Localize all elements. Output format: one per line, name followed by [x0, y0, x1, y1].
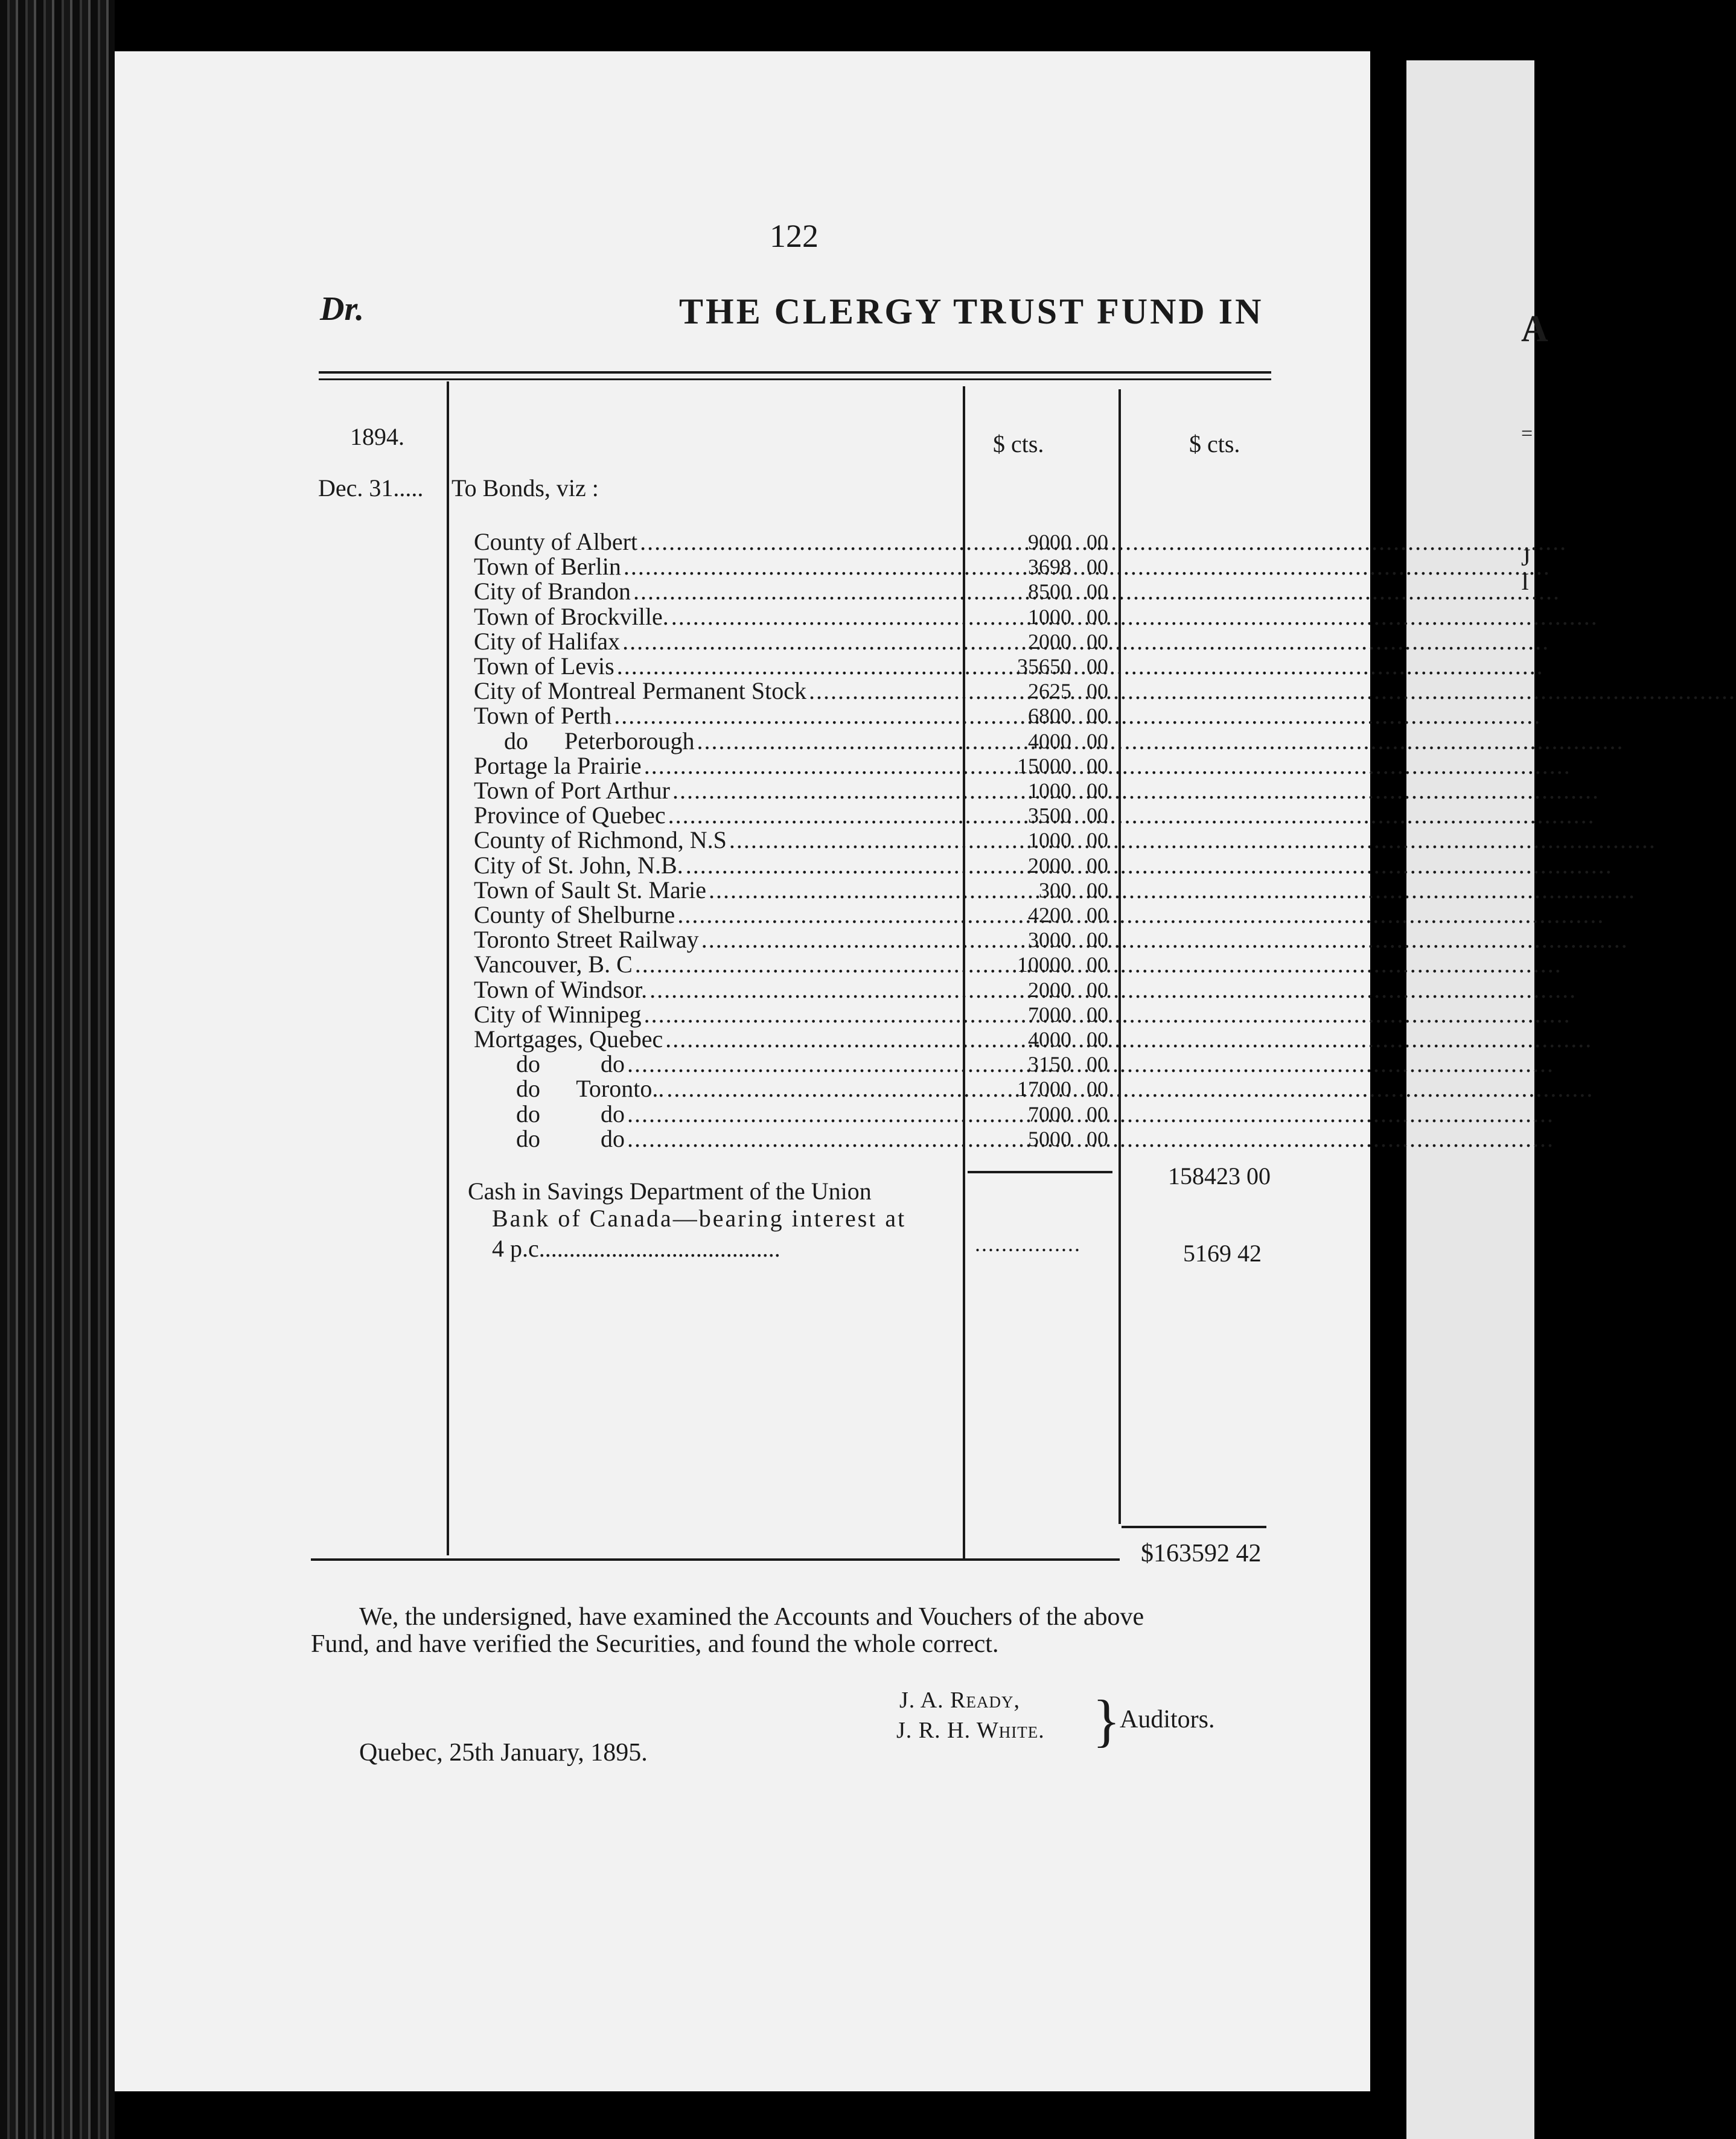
bond-dollars: 7000 [1028, 1003, 1071, 1027]
bond-amount [966, 579, 1117, 604]
book-spine [0, 0, 115, 2139]
bond-dollars: 4000 [1028, 729, 1071, 753]
cash-leader: ................ [975, 1232, 1081, 1256]
place-date: Quebec, 25th January, 1895. [359, 1739, 648, 1767]
auditors-label: Auditors. [1120, 1706, 1215, 1733]
cash-line-3: 4 p.c........................................ [492, 1235, 780, 1262]
bond-dollars: 17000 [1017, 1077, 1071, 1101]
bond-dollars: 2000 [1028, 853, 1071, 878]
dot-leader [701, 927, 1629, 952]
dot-leader [666, 1076, 1594, 1101]
bond-name: City of Brandon [474, 578, 631, 605]
bond-row [474, 1051, 957, 1077]
bond-amount [966, 1051, 1117, 1077]
bond-name: City of Winnipeg [474, 1001, 642, 1028]
entry-year: 1894. [350, 423, 404, 450]
bond-dollars: 7000 [1028, 1102, 1071, 1126]
page-title: THE CLERGY TRUST FUND IN [679, 292, 1264, 331]
bond-name: do do [474, 1125, 625, 1152]
bond-name: Province of Quebec [474, 802, 666, 829]
bond-name: Town of Windsor. [474, 976, 648, 1003]
dot-leader [672, 778, 1600, 803]
bottom-rule [311, 1558, 1120, 1561]
dot-leader [686, 853, 1613, 878]
grand-total: $163592 42 [1141, 1540, 1262, 1567]
bond-amount [966, 1076, 1117, 1101]
bond-cents: 00 [1087, 1027, 1108, 1051]
bond-amount [966, 629, 1117, 654]
bond-amount [966, 778, 1117, 803]
bond-dollars: 3000 [1028, 928, 1071, 952]
dot-leader [709, 878, 1636, 903]
bond-row [474, 803, 957, 828]
total-rule [1122, 1526, 1266, 1528]
bond-cents: 00 [1087, 803, 1108, 827]
bond-amount [966, 977, 1117, 1003]
bond-amount [966, 604, 1117, 630]
bond-dollars: 15000 [1017, 754, 1071, 778]
col2-header: $ cts. [1189, 430, 1240, 457]
facing-page-fragment: J [1521, 544, 1531, 571]
bond-dollars: 4000 [1028, 1027, 1071, 1051]
auditor-name-2: J. R. H. White. [896, 1718, 1045, 1743]
bond-dollars: 3500 [1028, 803, 1071, 827]
bond-amount [966, 1126, 1117, 1152]
bond-amount [966, 554, 1117, 579]
bond-cents: 00 [1087, 530, 1108, 554]
bond-name: County of Shelburne [474, 901, 675, 928]
dot-leader [671, 604, 1598, 630]
bond-dollars: 9000 [1028, 530, 1071, 554]
col1-header: $ cts. [993, 430, 1044, 457]
bond-dollars: 5000 [1028, 1127, 1071, 1151]
bond-name: Mortgages, Quebec [474, 1025, 663, 1053]
bond-dollars: 2625 [1028, 679, 1071, 703]
bond-amount [966, 654, 1117, 679]
bond-amount [966, 853, 1117, 878]
bond-name: Town of Perth [474, 702, 612, 729]
bond-cents: 00 [1087, 1077, 1108, 1101]
bond-name: do Peterborough [474, 727, 695, 754]
bond-row [474, 579, 957, 604]
bond-name: County of Richmond, N.S [474, 826, 727, 853]
bond-dollars: 1000 [1028, 779, 1071, 803]
certificate-line-1: We, the undersigned, have examined the Accounts and Vouchers of the above [359, 1603, 1144, 1631]
bond-dollars: 3698 [1028, 555, 1071, 579]
bond-amount [966, 678, 1117, 704]
bond-cents: 00 [1087, 704, 1108, 728]
bond-row [474, 778, 957, 803]
bond-name: City of Montreal Permanent Stock [474, 677, 807, 704]
cash-amount: 5169 42 [1183, 1240, 1262, 1267]
bond-cents: 00 [1087, 779, 1108, 803]
bond-row [474, 902, 957, 928]
bond-row [474, 977, 957, 1003]
bond-row [474, 654, 957, 679]
bond-row [474, 629, 957, 654]
bond-amount [966, 1002, 1117, 1027]
bond-amount [966, 827, 1117, 853]
bond-row [474, 529, 957, 555]
auditor-name-1: J. A. Ready, [899, 1688, 1020, 1713]
bond-amount [966, 728, 1117, 754]
bond-name: City of Halifax [474, 628, 621, 655]
bond-row [474, 1101, 957, 1127]
bond-name: Town of Brockville. [474, 603, 669, 630]
bond-cents: 00 [1087, 903, 1108, 927]
bond-row [474, 604, 957, 630]
dot-leader [809, 678, 1736, 704]
bond-name: do do [474, 1100, 625, 1127]
bond-cents: 00 [1087, 828, 1108, 852]
bond-dollars: 8500 [1028, 579, 1071, 604]
bond-amount [966, 753, 1117, 779]
brace-icon: } [1093, 1688, 1121, 1753]
bond-name: Town of Sault St. Marie [474, 876, 706, 904]
bond-amount [966, 803, 1117, 828]
bond-dollars: 2000 [1028, 630, 1071, 654]
bond-cents: 00 [1087, 878, 1108, 902]
dot-leader [668, 803, 1595, 828]
dot-leader [729, 827, 1656, 853]
cash-line-1: Cash in Savings Department of the Union [468, 1178, 872, 1205]
facing-page-fragment: = [1521, 422, 1533, 445]
bond-cents: 00 [1087, 928, 1108, 952]
bond-dollars: 3150 [1028, 1052, 1071, 1076]
bond-dollars: 1000 [1028, 828, 1071, 852]
bond-cents: 00 [1087, 1127, 1108, 1151]
bond-row [474, 853, 957, 878]
bond-row [474, 927, 957, 952]
column-rule [447, 381, 449, 1555]
cash-line-2: Bank of Canada—bearing interest at [492, 1205, 907, 1232]
bond-row [474, 1027, 957, 1052]
bond-cents: 00 [1087, 605, 1108, 629]
bond-row [474, 1126, 957, 1152]
bond-dollars: 1000 [1028, 605, 1071, 629]
bond-name: Vancouver, B. C [474, 951, 633, 978]
bond-amount [966, 902, 1117, 928]
bond-dollars: 6800 [1028, 704, 1071, 728]
subtotal-rule [968, 1171, 1112, 1173]
bond-dollars: 10000 [1017, 952, 1071, 977]
bond-cents: 00 [1087, 1102, 1108, 1126]
bond-cents: 00 [1087, 978, 1108, 1002]
bond-amount [966, 703, 1117, 728]
bond-cents: 00 [1087, 952, 1108, 977]
bond-amount [966, 1101, 1117, 1127]
bond-cents: 00 [1087, 1003, 1108, 1027]
bond-name: County of Albert [474, 528, 638, 555]
facing-page-fragment: A [1521, 308, 1548, 349]
dot-leader [677, 902, 1604, 928]
debit-label: Dr. [320, 290, 365, 328]
bond-row [474, 678, 957, 704]
bond-cents: 00 [1087, 555, 1108, 579]
bond-amount [966, 1027, 1117, 1052]
bond-row [474, 952, 957, 977]
dot-leader [665, 1027, 1592, 1052]
bond-name: Town of Port Arthur [474, 777, 670, 804]
bond-cents: 00 [1087, 729, 1108, 753]
bond-amount [966, 952, 1117, 977]
bond-name: Town of Levis [474, 652, 614, 680]
bond-row [474, 1002, 957, 1027]
bonds-total: 158423 00 [1168, 1162, 1271, 1190]
bond-row [474, 728, 957, 754]
bond-name: Portage la Prairie [474, 752, 642, 779]
bond-dollars: 4200 [1028, 903, 1071, 927]
entry-date: Dec. 31..... [318, 474, 424, 502]
page-number: 122 [770, 218, 819, 254]
bond-name: do do [474, 1050, 625, 1077]
bond-name: do Toronto.. [474, 1075, 665, 1102]
bond-cents: 00 [1087, 1052, 1108, 1076]
bond-row [474, 827, 957, 853]
bond-cents: 00 [1087, 754, 1108, 778]
bond-cents: 00 [1087, 630, 1108, 654]
facing-page-fragment: I [1521, 568, 1530, 595]
bond-name: Town of Berlin [474, 553, 621, 580]
bond-cents: 00 [1087, 654, 1108, 678]
bond-amount [966, 927, 1117, 952]
bonds-heading: To Bonds, viz : [452, 474, 599, 502]
bond-row [474, 703, 957, 728]
bond-amount [966, 878, 1117, 903]
bond-cents: 00 [1087, 579, 1108, 604]
bond-name: Toronto Street Railway [474, 926, 699, 953]
bond-dollars: 300 [1039, 878, 1071, 902]
bond-name: City of St. John, N.B. [474, 852, 683, 879]
dot-leader [697, 728, 1624, 754]
bond-row [474, 1076, 957, 1101]
bond-row [474, 554, 957, 579]
bond-amount [966, 529, 1117, 555]
certificate-line-2: Fund, and have verified the Securities, and found the whole correct. [311, 1630, 999, 1658]
bond-cents: 00 [1087, 853, 1108, 878]
bond-dollars: 35650 [1017, 654, 1071, 678]
bond-cents: 00 [1087, 679, 1108, 703]
header-rule [319, 378, 1271, 380]
header-rule [319, 371, 1271, 374]
bond-dollars: 2000 [1028, 978, 1071, 1002]
bond-row [474, 878, 957, 903]
bond-row [474, 753, 957, 779]
